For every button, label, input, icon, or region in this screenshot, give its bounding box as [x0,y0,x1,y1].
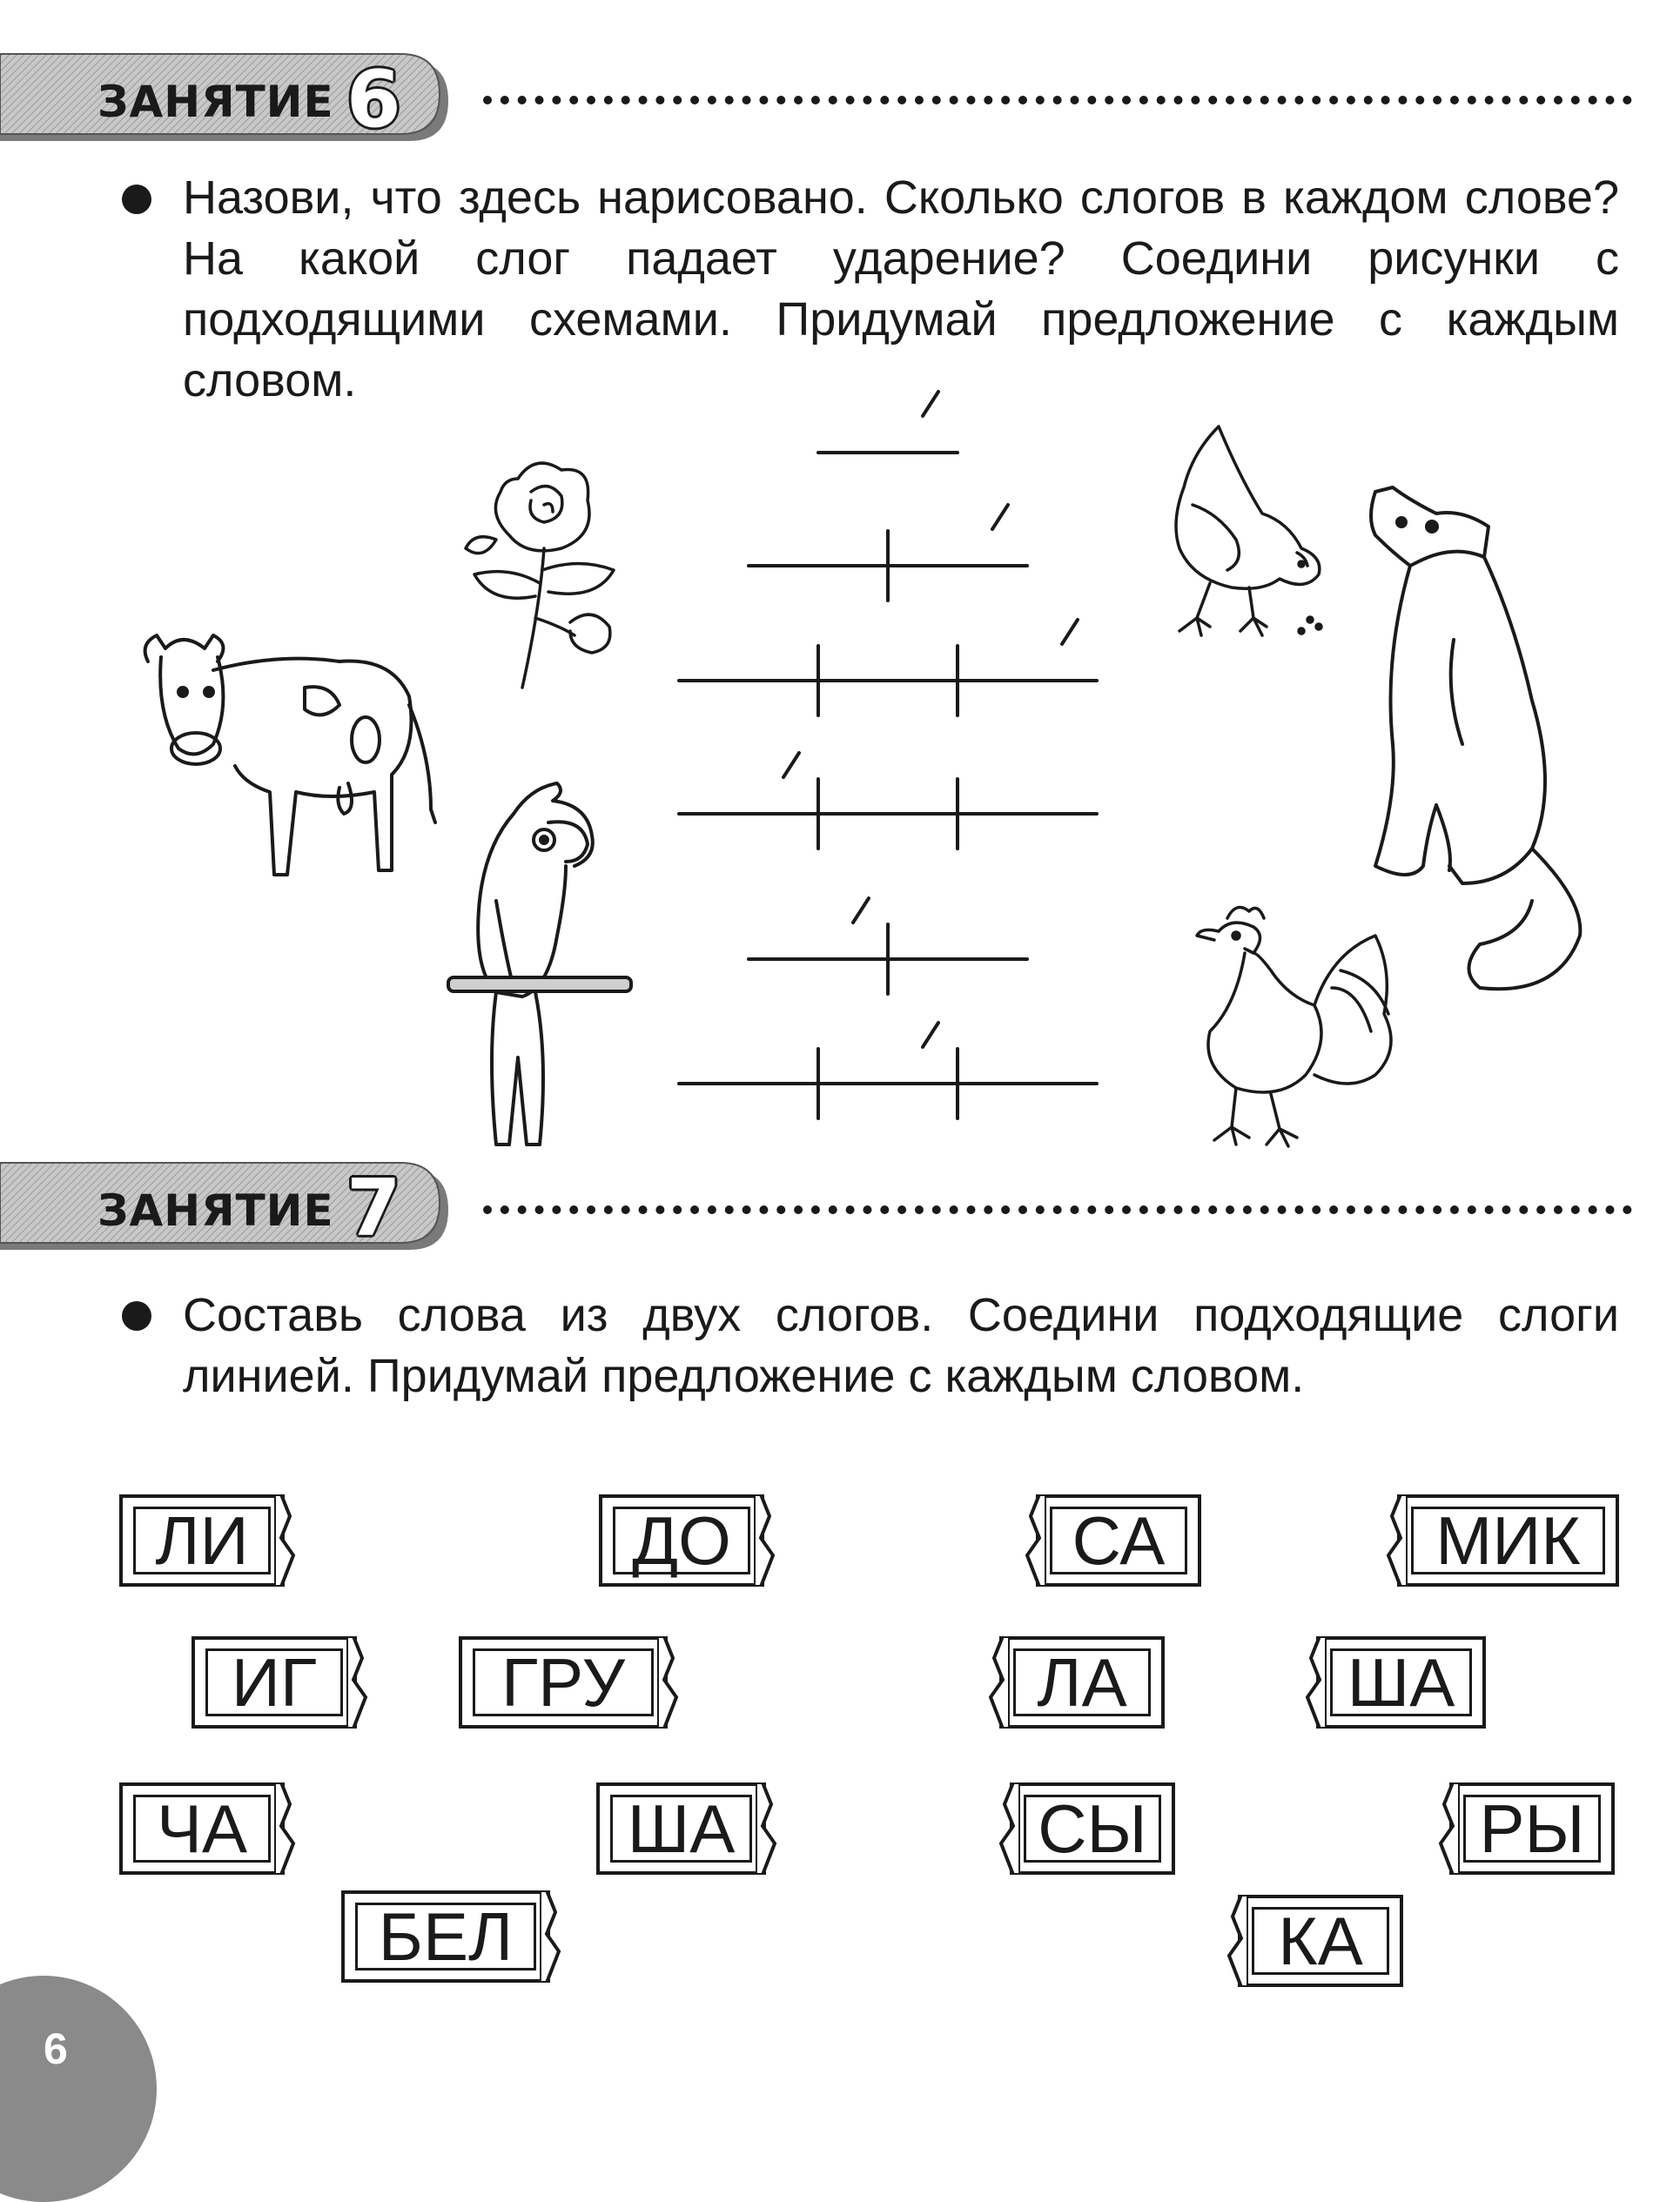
torn-edge [1381,1494,1408,1587]
card-label: СА [1050,1507,1187,1574]
syllable-card-la[interactable] [999,1636,1165,1729]
torn-edge [540,1890,566,1983]
page-number-disc [0,1976,157,2202]
syllable-card-li[interactable] [119,1494,285,1587]
torn-edge [274,1494,300,1587]
syllable-card-sa[interactable] [1036,1494,1201,1587]
torn-edge [657,1636,683,1729]
lesson-number: 6 [346,54,401,145]
card-label: ДО [613,1507,750,1574]
torn-edge [1222,1895,1248,1987]
lesson-7-task-text: Составь слова из двух слогов. Соедини подходящие слоги линией. Придумай предложение с каждым словом. [183,1289,1619,1402]
torn-edge [1300,1636,1327,1729]
torn-edge [1020,1494,1046,1587]
syllable-card-cha[interactable] [119,1782,285,1875]
card-label: ЛА [1013,1648,1151,1716]
torn-edge [1434,1782,1460,1875]
torn-edge [274,1782,300,1875]
lesson-word: ЗАНЯТИЕ [97,1185,334,1236]
stress-mark [1062,620,1078,644]
torn-edge [984,1636,1010,1729]
stress-mark [992,505,1008,529]
stress-mark [783,753,799,777]
card-label: РЫ [1463,1795,1601,1863]
dotted-divider [483,1205,1632,1223]
stress-mark [923,1023,938,1047]
stress-mark [853,898,869,923]
lesson-word: ЗАНЯТИЕ [97,77,334,127]
torn-edge [346,1636,373,1729]
lesson-number: 7 [346,1163,401,1254]
card-label: БЕЛ [355,1903,536,1970]
lesson-6-task-text: Назови, что здесь нарисовано. Сколько слогов в каждом слове? На какой слог падает ударение? Соедини рисунки с подходящими схемами. Придумай предложение с каждым словом. [183,171,1619,406]
card-label: КА [1252,1907,1389,1975]
card-label: СЫ [1024,1795,1161,1863]
syllable-card-ig[interactable] [192,1636,357,1729]
card-label: МИК [1411,1507,1605,1574]
syllable-card-do[interactable] [599,1494,764,1587]
lesson-7-banner [0,1158,453,1262]
torn-edge [994,1782,1020,1875]
syllable-card-bel[interactable] [341,1890,550,1983]
syllable-card-sha-right[interactable] [1316,1636,1486,1729]
syllable-card-ry[interactable] [1449,1782,1615,1875]
card-label: ЛИ [133,1507,271,1574]
card-label: ША [610,1795,752,1863]
torn-edge [756,1782,782,1875]
card-label: ГРУ [473,1648,654,1716]
torn-edge [754,1494,780,1587]
page-number: 6 [44,2024,68,2073]
bullet-icon [122,1301,151,1331]
card-label: ИГ [205,1648,343,1716]
syllable-card-sy[interactable] [1010,1782,1175,1875]
syllable-card-mik[interactable] [1397,1494,1619,1587]
syllable-card-sha-left[interactable] [596,1782,766,1875]
syllable-card-gru[interactable] [459,1636,668,1729]
card-label: ЧА [133,1795,271,1863]
stress-mark [923,392,938,416]
syllable-card-ka[interactable] [1238,1895,1403,1987]
card-label: ША [1330,1648,1472,1716]
